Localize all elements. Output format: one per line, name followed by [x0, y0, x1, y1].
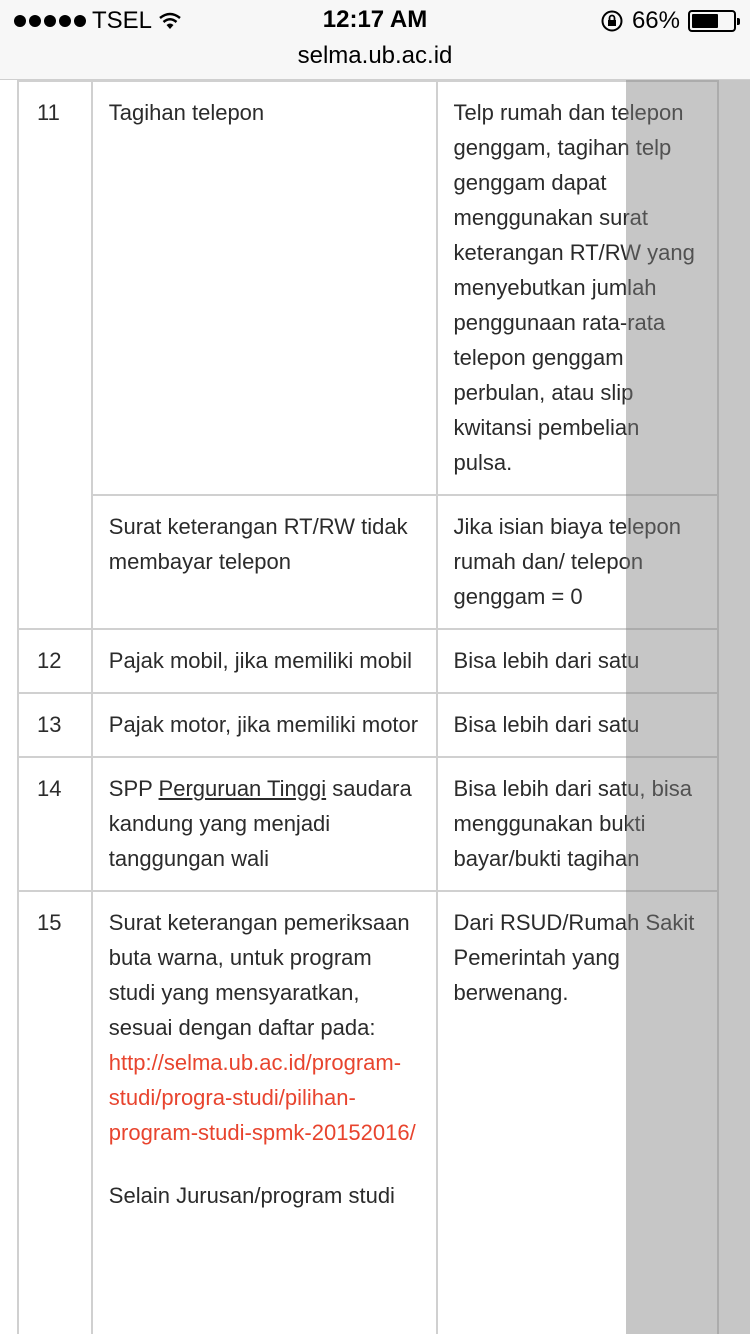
clock: 12:17 AM	[322, 6, 428, 33]
status-bar	[0, 0, 750, 40]
requirements-table	[17, 80, 719, 1334]
document-cell	[92, 891, 437, 1334]
perguruan-tinggi-link[interactable]: Perguruan Tinggi	[158, 776, 327, 801]
document-suffix: saudara kandung yang menjadi tanggungan wali	[108, 776, 412, 871]
table-row	[18, 495, 718, 629]
document-more: Selain Jurusan/program studi	[108, 1183, 395, 1208]
url-bar[interactable]	[0, 40, 750, 80]
note-cell: Jika isian biaya telepon rumah dan/ telepon genggam = 0	[437, 495, 718, 629]
document-cell	[92, 757, 437, 891]
document-cell: Pajak motor, jika memiliki motor	[92, 693, 437, 757]
note-cell: Bisa lebih dari satu, bisa menggunakan bukti bayar/bukti tagihan	[437, 757, 718, 891]
status-right	[600, 7, 736, 35]
note-cell: Bisa lebih dari satu	[437, 629, 718, 693]
url-text[interactable]: selma.ub.ac.id	[297, 42, 453, 69]
document-cell: Pajak mobil, jika memiliki mobil	[92, 629, 437, 693]
table-row	[18, 629, 718, 693]
note-cell: Bisa lebih dari satu	[437, 693, 718, 757]
document-prefix: SPP	[108, 776, 153, 801]
table-row	[18, 757, 718, 891]
row-number: 14	[18, 757, 92, 891]
row-number: 15	[18, 891, 92, 1334]
table-row	[18, 81, 718, 495]
battery-icon	[688, 10, 736, 32]
rotation-lock-icon	[600, 9, 624, 33]
table-row	[18, 891, 718, 1334]
row-number: 13	[18, 693, 92, 757]
row-number: 11	[18, 81, 92, 629]
note-cell: Dari RSUD/Rumah Sakit Pemerintah yang berwenang.	[437, 891, 718, 1334]
document-cell: Tagihan telepon	[92, 81, 437, 495]
scroll-overlay	[626, 80, 750, 1334]
table-row	[18, 693, 718, 757]
note-cell: Telp rumah dan telepon genggam, tagihan telp genggam dapat menggunakan surat keterangan RT/RW yang menyebutkan jumlah penggunaan rata-rata telepon genggam perbulan, atau slip kwitansi pembelian pulsa.	[437, 81, 718, 495]
battery-percent: 66%	[631, 7, 680, 34]
carrier-label: TSEL	[92, 7, 153, 34]
row-number: 12	[18, 629, 92, 693]
document-text: Surat keterangan pemeriksaan buta warna, untuk program studi yang mensyaratkan, sesuai dengan daftar pada:	[108, 910, 410, 1040]
document-cell: Surat keterangan RT/RW tidak membayar telepon	[92, 495, 437, 629]
battery-fill	[692, 14, 718, 28]
program-studi-link[interactable]: http://selma.ub.ac.id/program-studi/progra-studi/pilihan-program-studi-spmk-20152016/	[108, 1050, 416, 1145]
